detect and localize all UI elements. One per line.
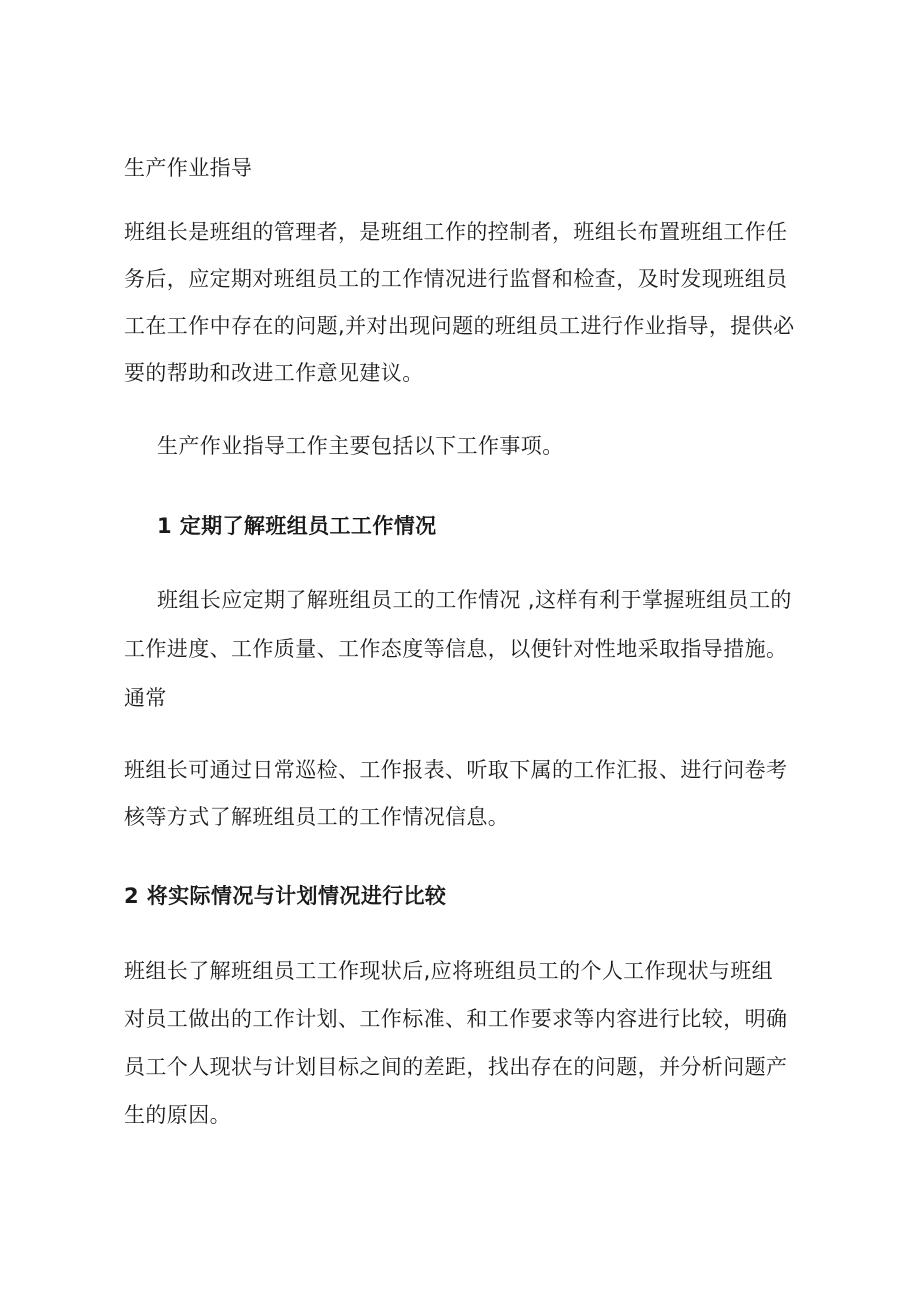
paragraph-line: 生产作业指导工作主要包括以下工作事项。 xyxy=(157,434,564,458)
paragraph-line: 班组长了解班组员工工作现状后,应将班组员工的个人工作现状与班组 xyxy=(124,959,774,983)
paragraph-line: 员工个人现状与计划目标之间的差距，找出存在的问题，并分析问题产 xyxy=(124,1055,788,1079)
paragraph-line: 工作进度、工作质量、工作态度等信息，以便针对性地采取指导措施。 xyxy=(124,637,788,661)
paragraph-line: 要的帮助和改进工作意见建议。 xyxy=(124,361,424,385)
paragraph-line: 通常 xyxy=(124,686,167,710)
section-heading-1: 1 定期了解班组员工工作情况 xyxy=(157,514,437,538)
paragraph-line: 班组长可通过日常巡检、工作报表、听取下属的工作汇报、进行问卷考 xyxy=(124,758,788,782)
paragraph-line: 务后，应定期对班组员工的工作情况进行监督和检查，及时发现班组员 xyxy=(124,267,788,291)
section-heading-2: 2 将实际情况与计划情况进行比较 xyxy=(124,884,447,908)
paragraph-line: 对员工做出的工作计划、工作标准、和工作要求等内容进行比较，明确 xyxy=(124,1007,788,1031)
document-title: 生产作业指导 xyxy=(124,156,253,180)
paragraph-line: 班组长应定期了解班组员工的工作情况 ,这样有利于掌握班组员工的 xyxy=(157,588,792,612)
paragraph-line: 生的原因。 xyxy=(124,1103,231,1127)
paragraph-line: 核等方式了解班组员工的工作情况信息。 xyxy=(124,805,510,829)
paragraph-line: 班组长是班组的管理者，是班组工作的控制者，班组长布置班组工作任 xyxy=(124,220,788,244)
paragraph-line: 工在工作中存在的问题,并对出现问题的班组员工进行作业指导，提供必 xyxy=(124,314,795,338)
